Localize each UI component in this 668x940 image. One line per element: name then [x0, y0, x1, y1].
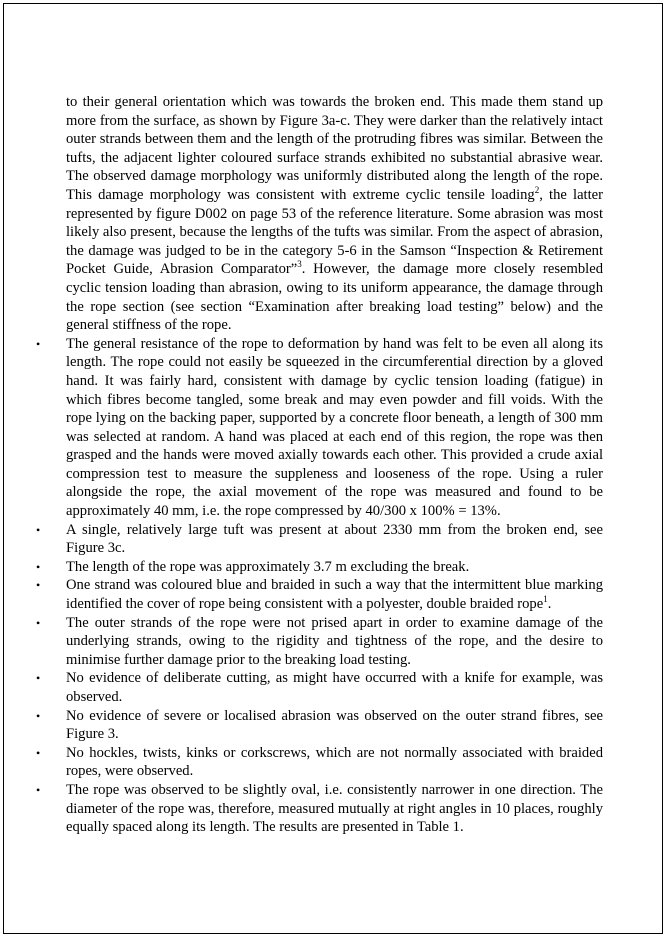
intro-text	[66, 93, 603, 335]
footnote-ref: 3	[297, 259, 302, 270]
bullet-item	[36, 744, 603, 781]
bullet-marker: •	[36, 782, 41, 797]
bullet-item	[36, 614, 603, 670]
bullet-marker: •	[36, 336, 41, 351]
text-run: to their general orientation which was towards the broken end. This made them stand up more from the surface, as shown by Figure 3a-c. They were darker than the relatively intact outer strands between them and the length of the protruding fibres was similar. Between the tufts, the adjacent lighter coloured surface strands exhibited no substantial abrasive wear. The observed damage morphology was uniformly distributed along the length of the rope. This damage morphology was consistent with extreme cyclic tensile loading	[66, 94, 603, 203]
bullet-marker: •	[36, 615, 41, 630]
text-run: A single, relatively large tuft was present at about 2330 mm from the broken end, see Figure 3c.	[66, 521, 603, 557]
text-run: The outer strands of the rope were not prised apart in order to examine damage of the underlying strands, owing to the rigidity and tightness of the rope, and the desire to minimise further damage prior to the breaking load testing.	[66, 614, 603, 668]
bullet-marker: •	[36, 745, 41, 760]
bullet-marker: •	[36, 578, 41, 593]
text-run: No evidence of deliberate cutting, as might have occurred with a knife for example, was observed.	[66, 670, 603, 705]
footnote-ref: 2	[534, 185, 540, 196]
bullet-marker: •	[36, 522, 41, 537]
bullet-item	[36, 558, 603, 577]
text-run: The length of the rope was approximately 3.7 m excluding the break.	[66, 558, 470, 575]
text-run: The general resistance of the rope to deformation by hand was felt to be even all along its length. The rope could not easily be squeezed in the circumferential direction by a gloved hand. It was fairly hard, consistent with damage by cyclic tension loading (fatigue) in which fibres become tangled, some break and may even powder and fill voids. With the rope lying on the backing paper, supported by a concrete floor beneath, a length of 300 mm was selected at random. A hand was placed at each end of this region, the rope was then grasped and the hands were moved axially towards each other. This provided a crude axial compression test to measure the suppleness and looseness of the rope. Using a ruler alongside the rope, the axial movement of the rope was measured and found to be approximately 40 mm, i.e. the rope compressed by 40/300 x 100% = 13%.	[66, 335, 603, 520]
text-run: , the latter represented by figure D002 on page 53 of the reference literature. Some abrasion was most likely also present, because the lengths of the tufts was similar. From the aspect of abrasion, the damage was judged to be in the category 5-6 in the Samson “Inspection & Retirement Pocket Guide, Abrasion Comparator”	[66, 186, 603, 278]
bullet-marker: •	[36, 559, 41, 574]
bullet-item	[36, 781, 603, 837]
bullet-item	[36, 335, 603, 521]
text-run: No evidence of severe or localised abrasion was observed on the outer strand fibres, see Figure 3.	[66, 707, 603, 743]
bullet-item	[36, 669, 603, 706]
bullet-item	[36, 707, 603, 744]
bullet-list	[36, 335, 603, 837]
bullet-item	[36, 521, 603, 558]
text-run: One strand was coloured blue and braided in such a way that the intermittent blue marking identified the cover of rope being consistent with a polyester, double braided rope	[66, 577, 603, 613]
text-run: .	[547, 596, 552, 613]
footnote-ref: 1	[543, 594, 548, 605]
text-run: . However, the damage more closely resembled cyclic tension loading than abrasion, owing to its uniform appearance, the damage through the rope section (see section “Examination after breaking load testing” below) and the general stiffness of the rope.	[66, 261, 604, 334]
bullet-marker: •	[36, 671, 41, 686]
text-run: No hockles, twists, kinks or corkscrews, which are not normally associated with braided ropes, were observed.	[66, 744, 603, 780]
bullet-item	[36, 576, 603, 613]
bullet-marker: •	[36, 708, 41, 723]
text-run: The rope was observed to be slightly oval, i.e. consistently narrower in one direction. The diameter of the rope was, therefore, measured mutually at right angles in 10 places, roughly equally spaced along its length. The results are presented in Table 1.	[66, 781, 603, 836]
intro-paragraph	[66, 93, 603, 335]
document-body	[36, 93, 604, 837]
